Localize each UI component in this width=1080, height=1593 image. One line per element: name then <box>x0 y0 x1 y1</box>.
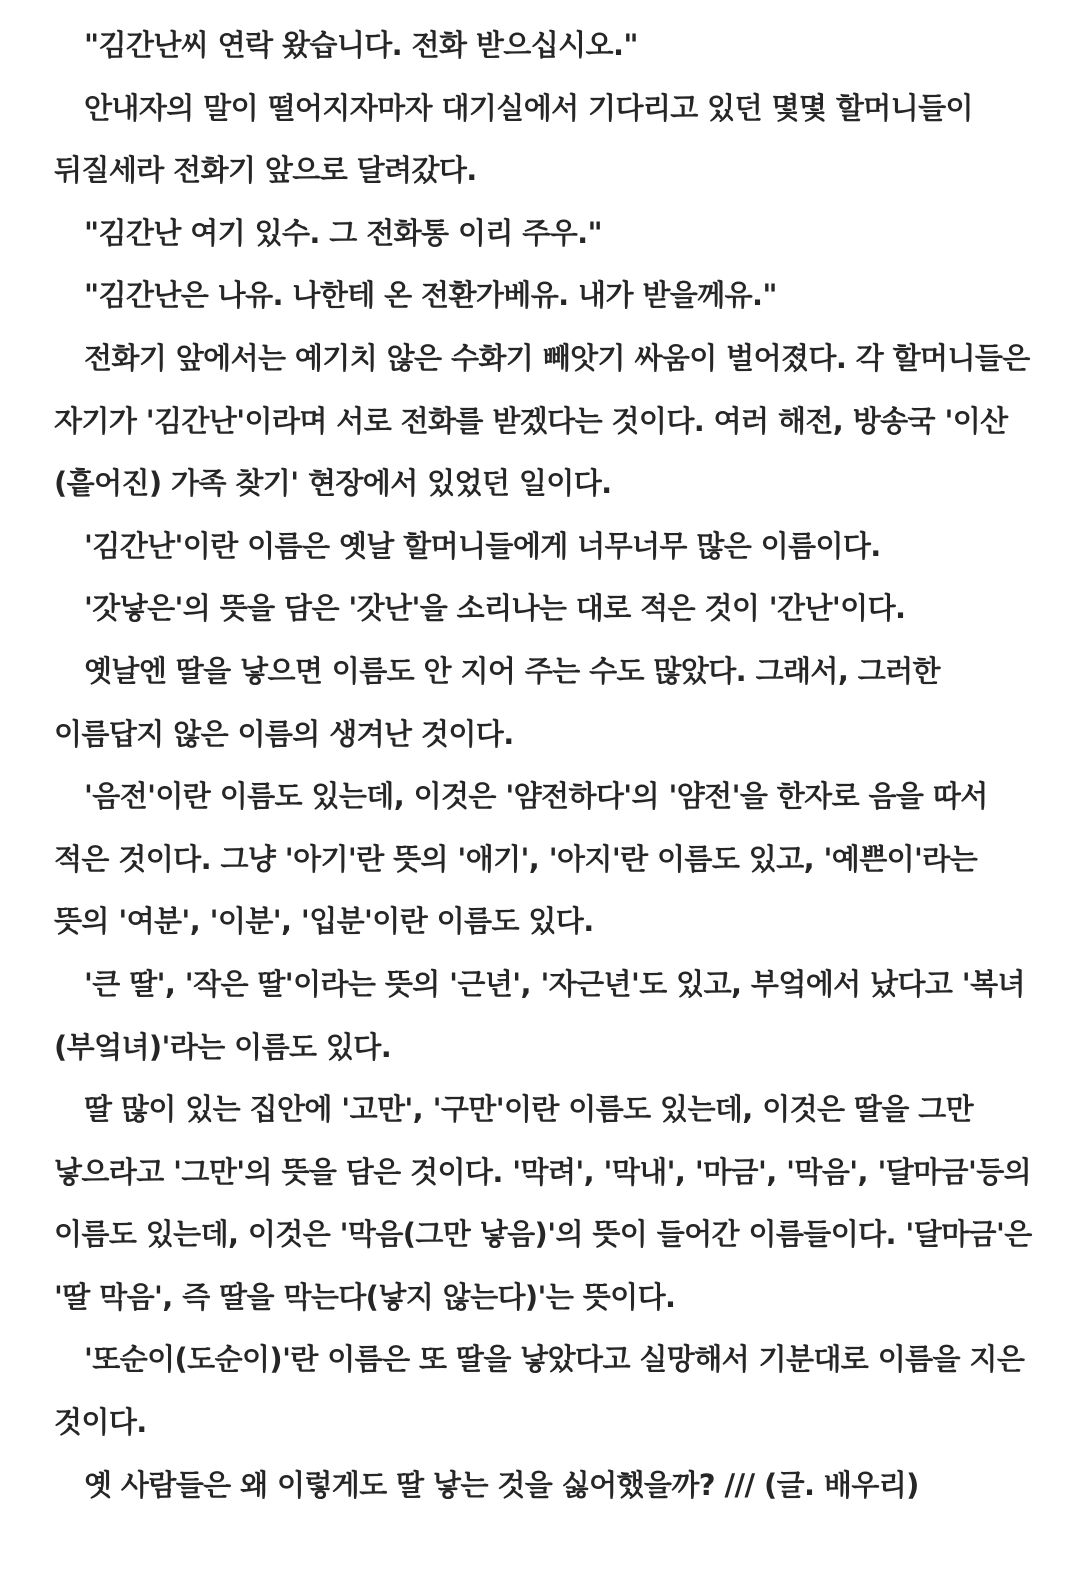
paragraph-13-with-byline: 옛 사람들은 왜 이렇게도 딸 낳는 것을 싫어했을까? /// (글. 배우리) <box>84 1467 919 1502</box>
paragraph-6: '김간난'이란 이름은 옛날 할머니들에게 너무너무 많은 이름이다. <box>84 528 881 563</box>
paragraph-5: 전화기 앞에서는 예기치 않은 수화기 빼앗기 싸움이 벌어졌다. 각 할머니들은 자기가 '김간난'이라며 서로 전화를 받겠다는 것이다. 여러 해전, 방송국 '이산(흩어진) 가족 찾기' 현장에서 있었던 일이다. <box>54 340 1030 501</box>
paragraph-1: "김간난씨 연락 왔습니다. 전화 받으십시오." <box>84 28 638 62</box>
paragraph-11: 딸 많이 있는 집안에 '고만', '구만'이란 이름도 있는데, 이것은 딸을 그만 낳으라고 '그만'의 뜻을 담은 것이다. '막려', '막내', '마금', '막음', '달마금'등의 이름도 있는데, 이것은 '막음(그만 낳음)'의 뜻이 들어간 이름들이다. '달마금'은 '딸 막음', 즉 딸을 막는다(낳지 않는다)'는 뜻이다. <box>54 1092 1032 1314</box>
paragraph-12: '또순이(도순이)'란 이름은 또 딸을 낳았다고 실망해서 기분대로 이름을 지은 것이다. <box>54 1342 1025 1440</box>
paragraph-3: "김간난 여기 있수. 그 전화통 이리 주우." <box>84 215 603 250</box>
paragraph-2: 안내자의 말이 떨어지자마자 대기실에서 기다리고 있던 몇몇 할머니들이 뒤질세라 전화기 앞으로 달려갔다. <box>54 90 973 188</box>
paragraph-10: '큰 딸', '작은 딸'이라는 뜻의 '근년', '자근년'도 있고, 부엌에서 났다고 '복녀(부엌녀)'라는 이름도 있다. <box>54 966 1025 1064</box>
paragraph-8: 옛날엔 딸을 낳으면 이름도 안 지어 주는 수도 많았다. 그래서, 그러한 이름답지 않은 이름의 생겨난 것이다. <box>54 653 940 751</box>
paragraph-7: '갓낳은'의 뜻을 담은 '갓난'을 소리나는 대로 적은 것이 '간난'이다. <box>84 591 906 626</box>
paragraph-4: "김간난은 나유. 나한테 온 전환가베유. 내가 받을께유." <box>84 278 777 313</box>
paragraph-9: '음전'이란 이름도 있는데, 이것은 '얌전하다'의 '얌전'을 한자로 음을 따서 적은 것이다. 그냥 '아기'란 뜻의 '애기', '아지'란 이름도 있고, '예쁜이'라는 뜻의 '여분', '이분', '입분'이란 이름도 있다. <box>54 779 988 939</box>
